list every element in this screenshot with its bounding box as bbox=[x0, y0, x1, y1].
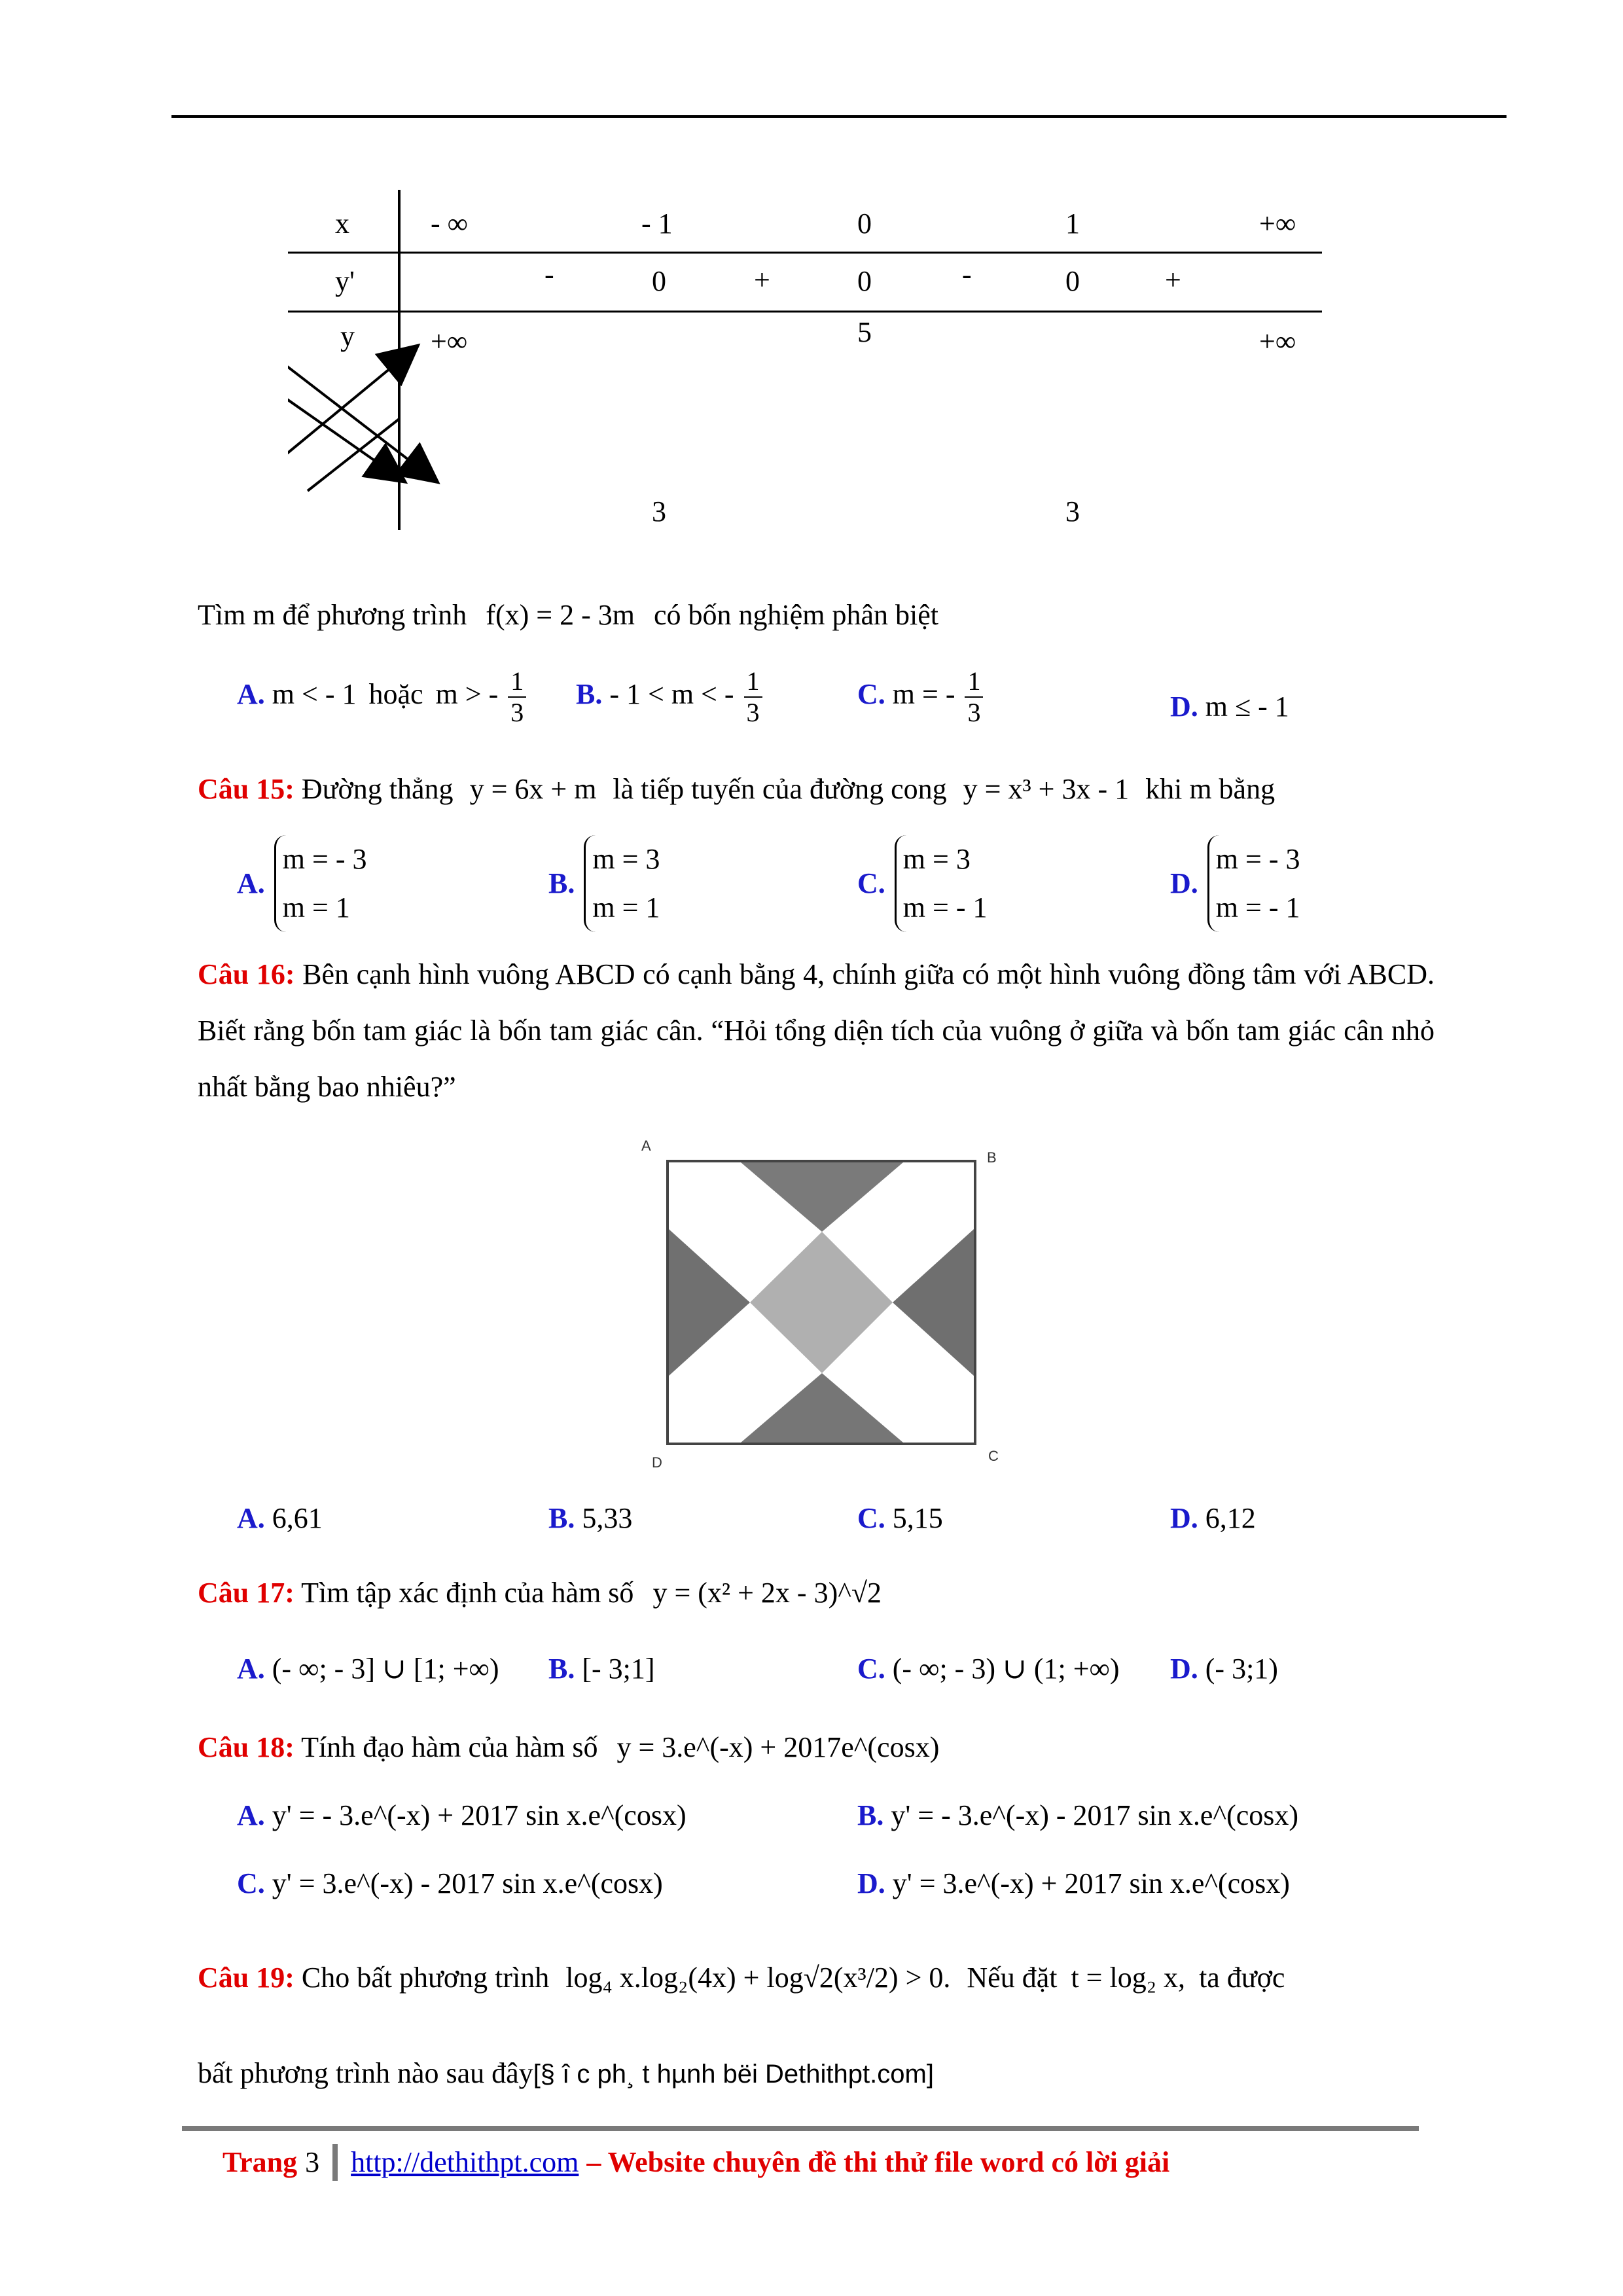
variation-table bbox=[288, 190, 1335, 543]
q18-option-c[interactable]: C. y' = 3.e^(-x) - 2017 sin x.e^(cosx) bbox=[237, 1867, 663, 1899]
row-x-label: x bbox=[335, 207, 349, 240]
q18-option-a[interactable]: A. y' = - 3.e^(-x) + 2017 sin x.e^(cosx) bbox=[237, 1799, 687, 1831]
equation-system: m = 3 m = - 1 bbox=[895, 835, 988, 932]
yprime-sign: - bbox=[544, 259, 554, 291]
vertex-label-c: C bbox=[988, 1448, 999, 1464]
q15-option-d[interactable]: D. m = - 3 m = - 1 bbox=[1170, 835, 1300, 932]
q16-option-b[interactable]: B. 5,33 bbox=[548, 1502, 633, 1534]
equation-system: m = - 3 m = 1 bbox=[274, 835, 367, 932]
q18-function: y = 3.e^(-x) + 2017e^(cosx) bbox=[616, 1731, 940, 1763]
q14-option-b[interactable]: B. - 1 < m < - $\frac{1}{3}$ bbox=[576, 666, 765, 728]
q17-prompt: Câu 17: Tìm tập xác định của hàm số y = (x² + 2x - 3)^√2 bbox=[198, 1577, 882, 1609]
x-value: 0 bbox=[857, 207, 872, 240]
fraction: $\frac{1}{3}$ bbox=[744, 666, 762, 728]
q17-option-a[interactable]: A. (- ∞; - 3] ∪ [1; +∞) bbox=[237, 1653, 499, 1685]
x-value: 1 bbox=[1065, 207, 1080, 240]
yprime-sign: + bbox=[754, 264, 770, 296]
x-value: +∞ bbox=[1259, 207, 1296, 240]
y-top-value: 5 bbox=[857, 316, 872, 348]
q14-option-a[interactable]: A. m < - 1 hoặc m > - $\frac{1}{3}$ bbox=[237, 666, 529, 728]
equation-system: m = - 3 m = - 1 bbox=[1207, 835, 1300, 932]
vertex-label-d: D bbox=[652, 1454, 662, 1471]
fraction: $\frac{1}{3}$ bbox=[508, 666, 526, 728]
q15-option-c[interactable]: C. m = 3 m = - 1 bbox=[857, 835, 987, 932]
row-yprime-label: y' bbox=[335, 265, 355, 297]
q16-option-c[interactable]: C. 5,15 bbox=[857, 1502, 943, 1534]
watermark-text: [§ î c ph¸ t hµnh bëi Dethithpt.com] bbox=[533, 2060, 934, 2089]
yprime-value: 0 bbox=[1065, 265, 1080, 297]
q16-option-d[interactable]: D. 6,12 bbox=[1170, 1502, 1256, 1534]
page-word: Trang bbox=[223, 2146, 298, 2178]
page-number: 3 bbox=[305, 2146, 320, 2178]
q17-option-c[interactable]: C. (- ∞; - 3) ∪ (1; +∞) bbox=[857, 1653, 1120, 1685]
row-y-label: y bbox=[340, 320, 355, 352]
equation-system: m = 3 m = 1 bbox=[584, 835, 660, 932]
q15-option-b[interactable]: B. m = 3 m = 1 bbox=[548, 835, 660, 932]
question-label: Câu 15: bbox=[198, 773, 294, 805]
q14-option-c[interactable]: C. m = - $\frac{1}{3}$ bbox=[857, 666, 986, 728]
yprime-value: 0 bbox=[652, 265, 666, 297]
q14-option-d[interactable]: D. m ≤ - 1 bbox=[1170, 691, 1289, 723]
q19-inequality: log₄ x.log₂(4x) + log√2(x³/2) > 0. bbox=[565, 1962, 951, 1994]
yprime-value: 0 bbox=[857, 265, 872, 297]
y-bottom-value: 3 bbox=[652, 495, 666, 528]
yprime-sign: + bbox=[1165, 264, 1181, 296]
footer-rule bbox=[182, 2126, 1419, 2131]
variation-table-lines bbox=[288, 190, 1335, 543]
y-bottom-value: 3 bbox=[1065, 495, 1080, 528]
x-value: - ∞ bbox=[431, 207, 469, 240]
y-top-value: +∞ bbox=[1259, 325, 1296, 357]
q16-figure bbox=[628, 1130, 1008, 1470]
footer-divider bbox=[332, 2144, 338, 2181]
q18-option-d[interactable]: D. y' = 3.e^(-x) + 2017 sin x.e^(cosx) bbox=[857, 1867, 1290, 1899]
footer-url-link[interactable]: http://dethithpt.com bbox=[351, 2146, 579, 2178]
yprime-sign: - bbox=[962, 259, 972, 291]
footer-tagline: – Website chuyên đề thi thử file word có lời giải bbox=[586, 2146, 1170, 2178]
question-label: Câu 19: bbox=[198, 1962, 294, 1994]
vertex-label-b: B bbox=[987, 1149, 997, 1166]
footer bbox=[223, 2144, 1169, 2181]
square-triangles-figure bbox=[628, 1130, 1008, 1470]
q19-line2: bất phương trình nào sau đây[§ î c ph¸ t hµnh bëi Dethithpt.com] bbox=[198, 2057, 934, 2089]
q14-equation: f(x) = 2 - 3m bbox=[486, 599, 635, 631]
q15-option-a[interactable]: A. m = - 3 m = 1 bbox=[237, 835, 366, 932]
q16-option-a[interactable]: A. 6,61 bbox=[237, 1502, 323, 1534]
q18-prompt: Câu 18: Tính đạo hàm của hàm số y = 3.e^(-x) + 2017e^(cosx) bbox=[198, 1731, 940, 1763]
question-label: Câu 16: bbox=[198, 958, 295, 990]
vertex-label-a: A bbox=[641, 1138, 651, 1154]
q18-option-b[interactable]: B. y' = - 3.e^(-x) - 2017 sin x.e^(cosx) bbox=[857, 1799, 1299, 1831]
q19-prompt: Câu 19: Cho bất phương trình log₄ x.log₂(4x) + log√2(x³/2) > 0. Nếu đặt t = log₂ x, ta được bbox=[198, 1962, 1285, 1994]
q17-option-d[interactable]: D. (- 3;1) bbox=[1170, 1653, 1278, 1685]
q17-function: y = (x² + 2x - 3)^√2 bbox=[652, 1577, 882, 1609]
header-rule bbox=[171, 115, 1507, 118]
x-value: - 1 bbox=[641, 207, 673, 240]
q15-prompt: Câu 15: Đường thẳng y = 6x + m là tiếp tuyến của đường cong y = x³ + 3x - 1 khi m bằng bbox=[198, 773, 1275, 805]
y-top-value: +∞ bbox=[431, 325, 468, 357]
fraction: $\frac{1}{3}$ bbox=[965, 666, 983, 728]
q14-prompt: Tìm m để phương trình f(x) = 2 - 3m có bốn nghiệm phân biệt bbox=[198, 599, 938, 631]
q17-option-b[interactable]: B. [- 3;1] bbox=[548, 1653, 655, 1685]
q16-prompt: Câu 16: Bên cạnh hình vuông ABCD có cạnh bằng 4, chính giữa có một hình vuông đồng tâm với ABCD. Biết rằng bốn tam giác là bốn tam giác cân. “Hỏi tổng diện tích của vuông ở giữa và bốn tam giác cân nhỏ nhất bằng bao nhiêu?” bbox=[198, 958, 1435, 1103]
question-label: Câu 17: bbox=[198, 1577, 294, 1609]
question-label: Câu 18: bbox=[198, 1731, 294, 1763]
